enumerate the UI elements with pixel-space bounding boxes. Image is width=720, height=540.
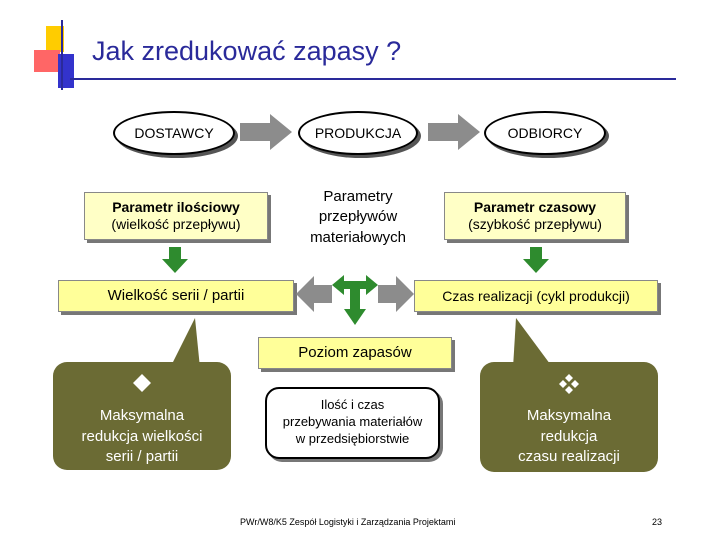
time-parameter-title: Parametr czasowy xyxy=(473,199,597,216)
lead-time-rest: (cykl produkcji) xyxy=(532,287,630,304)
flows-line-3: materiałowych xyxy=(310,228,406,246)
slide-title: Jak zredukować zapasy ? xyxy=(92,36,402,66)
gray-left-arrow-icon xyxy=(296,276,332,312)
green-down-arrow-icon xyxy=(162,247,188,273)
suppliers-label: DOSTAWCY xyxy=(134,125,214,141)
left-bubble xyxy=(53,362,231,470)
center-note-line-1: Ilość i czas xyxy=(320,397,385,412)
suppliers-oval xyxy=(113,111,235,155)
page-number: 23 xyxy=(652,517,663,527)
center-note-box xyxy=(265,387,440,459)
diamond-bullet-icon xyxy=(133,374,151,392)
production-oval xyxy=(298,111,418,155)
gray-right-arrow-icon xyxy=(428,114,480,150)
center-note-line-3: w przedsiębiorstwie xyxy=(295,430,410,446)
lead-time-box xyxy=(414,280,658,312)
right-bubble-line-1: Maksymalna xyxy=(526,407,612,425)
left-bubble-line-2: redukcja wielkości xyxy=(81,427,203,445)
right-bubble-line-3: czasu realizacji xyxy=(518,447,620,465)
quantity-parameter-title: Parametr ilościowy xyxy=(112,199,240,216)
batch-size-label: Wielkość serii / partii xyxy=(107,287,245,304)
time-parameter-subtitle: (szybkość przepływu) xyxy=(468,216,602,232)
left-bubble-tail xyxy=(150,318,210,368)
flows-line-1: Parametry xyxy=(323,188,393,205)
footer-text: PWr/W8/K5 Zespół Logistyki i Zarządzania Projektami xyxy=(240,517,456,527)
gray-right-arrow-icon xyxy=(240,114,292,150)
green-down-arrow-icon xyxy=(523,247,549,273)
right-bubble xyxy=(480,362,658,472)
center-note-line-2: przebywania materiałów xyxy=(282,413,423,429)
quantity-parameter-subtitle: (wielkość przepływu) xyxy=(111,216,241,232)
title-underline xyxy=(70,78,676,80)
left-bubble-line-3: serii / partii xyxy=(105,447,179,465)
lead-time-bold: Czas realizacji xyxy=(442,287,533,304)
time-parameter-box xyxy=(444,192,626,240)
gray-right-arrow-icon xyxy=(378,276,414,312)
batch-size-box xyxy=(58,280,294,312)
inventory-level-box xyxy=(258,337,452,369)
quantity-parameter-box xyxy=(84,192,268,240)
left-bubble-line-1: Maksymalna xyxy=(99,407,185,425)
right-bubble-tail xyxy=(508,318,568,368)
customers-oval xyxy=(484,111,606,155)
right-bubble-line-2: redukcja xyxy=(540,427,598,445)
inventory-level-label: Poziom zapasów xyxy=(298,344,412,361)
production-label: PRODUKCJA xyxy=(314,125,402,141)
lead-time-label xyxy=(442,288,630,305)
customers-label: ODBIORCY xyxy=(507,125,583,141)
flows-parameters-text xyxy=(288,187,428,248)
four-diamond-bullet-icon xyxy=(559,374,579,394)
flows-line-2: przepływów xyxy=(318,208,398,226)
green-merge-arrow-icon xyxy=(332,275,378,327)
